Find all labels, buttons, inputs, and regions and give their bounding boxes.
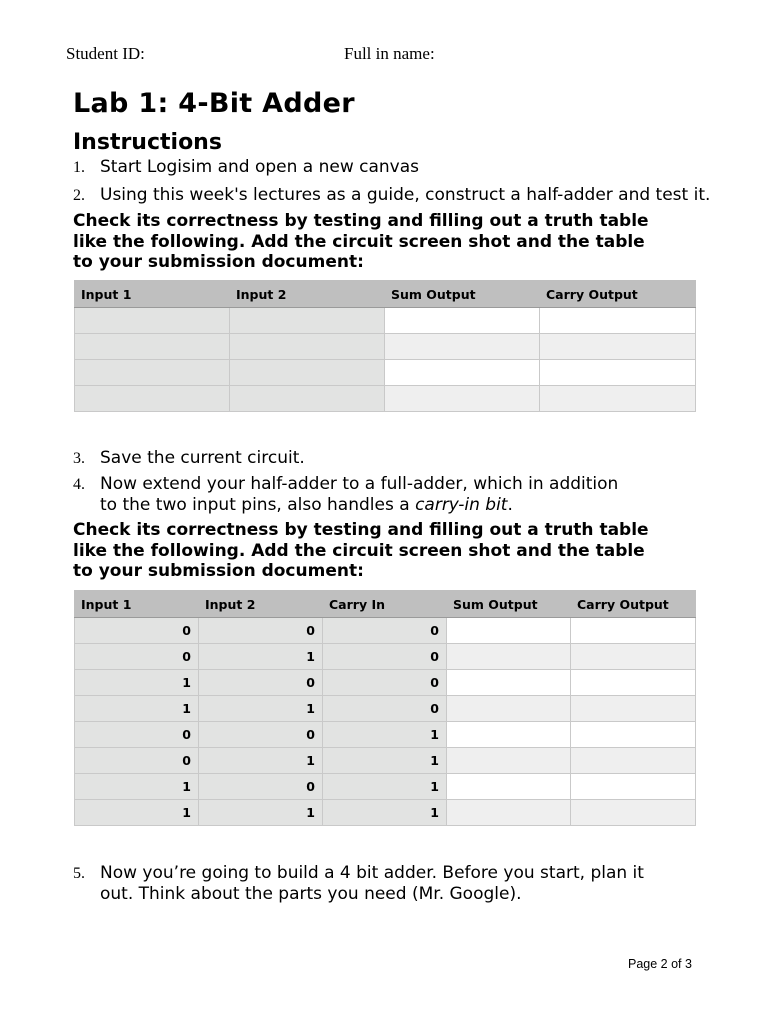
step-number: 4. bbox=[73, 476, 85, 493]
table-cell[interactable] bbox=[447, 618, 571, 644]
table-cell: 0 bbox=[75, 722, 199, 748]
full-name-label: Full in name: bbox=[344, 44, 435, 63]
table-row bbox=[75, 618, 696, 644]
step-text bbox=[100, 863, 644, 905]
table-header-row bbox=[75, 591, 696, 618]
step-text-line: Now you’re going to build a 4 bit adder. Before you start, plan it bbox=[100, 863, 644, 883]
table-cell[interactable] bbox=[447, 670, 571, 696]
table-row bbox=[75, 800, 696, 826]
table-cell: 0 bbox=[323, 644, 447, 670]
table-row bbox=[75, 722, 696, 748]
table-cell[interactable] bbox=[385, 386, 540, 412]
step-number: 5. bbox=[73, 865, 85, 882]
check-line: Check its correctness by testing and filling out a truth table bbox=[73, 211, 649, 231]
table-cell[interactable] bbox=[447, 800, 571, 826]
step-number: 3. bbox=[73, 450, 85, 467]
check-instructions-2 bbox=[73, 520, 649, 582]
table-cell[interactable] bbox=[571, 722, 696, 748]
table-cell: 1 bbox=[323, 774, 447, 800]
column-header: Carry Output bbox=[540, 281, 696, 308]
table-cell: 1 bbox=[75, 774, 199, 800]
table-cell[interactable] bbox=[230, 360, 385, 386]
table-header-row bbox=[75, 281, 696, 308]
step-text: Start Logisim and open a new canvas bbox=[100, 157, 420, 177]
table-cell[interactable] bbox=[75, 334, 230, 360]
table-cell[interactable] bbox=[571, 774, 696, 800]
step-text-line-end: . bbox=[507, 495, 513, 515]
table-cell[interactable] bbox=[571, 618, 696, 644]
column-header: Sum Output bbox=[385, 281, 540, 308]
document-title: Lab 1: 4-Bit Adder bbox=[73, 88, 355, 119]
table-cell[interactable] bbox=[230, 334, 385, 360]
table-row bbox=[75, 696, 696, 722]
table-row bbox=[75, 308, 696, 334]
column-header: Carry In bbox=[323, 591, 447, 618]
table-cell[interactable] bbox=[385, 360, 540, 386]
page-header bbox=[66, 44, 768, 66]
table-cell[interactable] bbox=[447, 748, 571, 774]
table-cell[interactable] bbox=[571, 696, 696, 722]
table-cell[interactable] bbox=[230, 386, 385, 412]
table-cell: 1 bbox=[323, 722, 447, 748]
check-line: to your submission document: bbox=[73, 561, 364, 581]
table-cell: 1 bbox=[75, 800, 199, 826]
column-header: Input 2 bbox=[230, 281, 385, 308]
table-cell[interactable] bbox=[540, 334, 696, 360]
step-text bbox=[100, 474, 618, 516]
table-cell: 1 bbox=[75, 670, 199, 696]
step-number: 1. bbox=[73, 159, 85, 176]
table-cell: 1 bbox=[323, 800, 447, 826]
table-cell: 0 bbox=[323, 670, 447, 696]
table-cell: 0 bbox=[75, 644, 199, 670]
table-cell[interactable] bbox=[447, 722, 571, 748]
table-cell: 1 bbox=[323, 748, 447, 774]
table-cell: 1 bbox=[199, 644, 323, 670]
table-cell[interactable] bbox=[540, 360, 696, 386]
table-row bbox=[75, 748, 696, 774]
table-cell: 1 bbox=[199, 748, 323, 774]
table-row bbox=[75, 360, 696, 386]
step-text-line: Now extend your half-adder to a full-adder, which in addition bbox=[100, 474, 619, 494]
check-line: like the following. Add the circuit screen shot and the table bbox=[73, 540, 645, 561]
step-text-line: to the two input pins, also handles a bbox=[100, 495, 416, 515]
table-cell[interactable] bbox=[447, 774, 571, 800]
check-instructions-1 bbox=[73, 211, 649, 273]
table-cell[interactable] bbox=[571, 670, 696, 696]
table-cell[interactable] bbox=[540, 308, 696, 334]
table-cell[interactable] bbox=[75, 386, 230, 412]
table-cell[interactable] bbox=[230, 308, 385, 334]
column-header: Input 1 bbox=[75, 591, 199, 618]
table-cell[interactable] bbox=[571, 748, 696, 774]
table-cell[interactable] bbox=[571, 800, 696, 826]
table-cell[interactable] bbox=[385, 308, 540, 334]
column-header: Carry Output bbox=[571, 591, 696, 618]
column-header: Input 1 bbox=[75, 281, 230, 308]
column-header: Input 2 bbox=[199, 591, 323, 618]
column-header: Sum Output bbox=[447, 591, 571, 618]
table-cell: 0 bbox=[323, 618, 447, 644]
table-cell[interactable] bbox=[571, 644, 696, 670]
check-line: like the following. Add the circuit screen shot and the table bbox=[73, 231, 645, 252]
table-cell: 0 bbox=[323, 696, 447, 722]
table-cell[interactable] bbox=[75, 360, 230, 386]
step-text-line: out. Think about the parts you need (Mr. Google). bbox=[100, 884, 522, 904]
table-cell[interactable] bbox=[385, 334, 540, 360]
table-cell: 0 bbox=[75, 618, 199, 644]
table-row bbox=[75, 670, 696, 696]
table-row bbox=[75, 386, 696, 412]
table-cell: 0 bbox=[199, 774, 323, 800]
student-id-label: Student ID: bbox=[66, 44, 145, 63]
table-row bbox=[75, 334, 696, 360]
instructions-heading: Instructions bbox=[73, 130, 222, 155]
table-row bbox=[75, 644, 696, 670]
step-number: 2. bbox=[73, 187, 85, 204]
step-text: Save the current circuit. bbox=[100, 448, 305, 468]
table-cell[interactable] bbox=[75, 308, 230, 334]
table-cell: 0 bbox=[199, 722, 323, 748]
table-cell[interactable] bbox=[540, 386, 696, 412]
table-cell: 1 bbox=[199, 800, 323, 826]
table-cell[interactable] bbox=[447, 644, 571, 670]
carry-in-emphasis: carry-in bit bbox=[415, 495, 508, 515]
table-cell: 1 bbox=[199, 696, 323, 722]
check-line: to your submission document: bbox=[73, 252, 364, 272]
table-cell[interactable] bbox=[447, 696, 571, 722]
table-cell: 0 bbox=[199, 670, 323, 696]
table-cell: 0 bbox=[199, 618, 323, 644]
table-row bbox=[75, 774, 696, 800]
half-adder-truth-table bbox=[74, 280, 696, 412]
step-text: Using this week's lectures as a guide, construct a half-adder and test it. bbox=[100, 185, 711, 205]
table-cell: 1 bbox=[75, 696, 199, 722]
check-line: Check its correctness by testing and filling out a truth table bbox=[73, 520, 649, 540]
table-cell: 0 bbox=[75, 748, 199, 774]
full-adder-truth-table bbox=[74, 590, 696, 826]
page-number: Page 2 of 3 bbox=[628, 957, 692, 971]
